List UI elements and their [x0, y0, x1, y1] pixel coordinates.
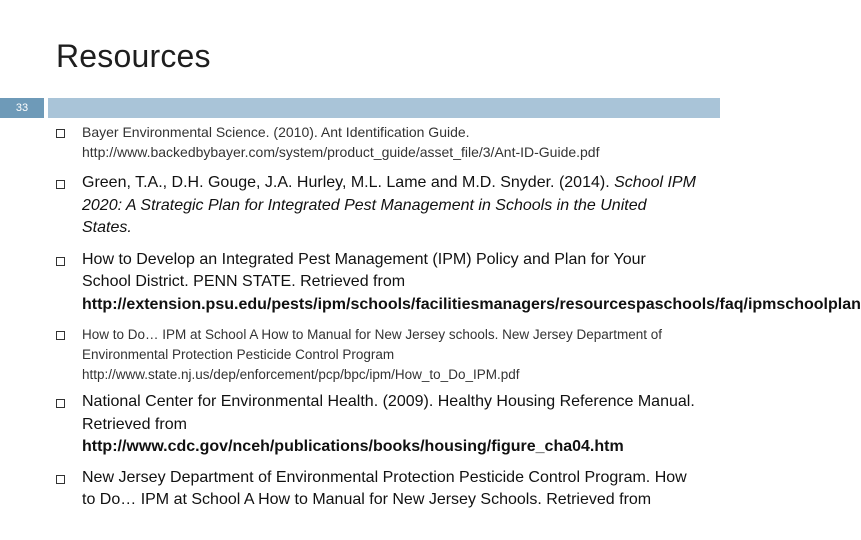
- square-bullet-icon: [56, 129, 65, 138]
- slide-number: 33: [0, 98, 44, 118]
- reference-text: Bayer Environmental Science. (2010). Ant Identification Guide. http://www.backedbybayer.com/system/product_guide/asset_file/3/Ant-ID-Guide.pdf: [82, 124, 600, 160]
- reference-item: [56, 172, 696, 240]
- reference-item: [56, 122, 696, 162]
- reference-text: New Jersey Department of Environmental Protection Pesticide Control Program. How to Do… IPM at School A How to Manual for New Jersey Schools. Retrieved from: [82, 468, 687, 508]
- reference-title: School IPM 2020: A Strategic Plan for Integrated Pest Management in Schools in the United States.: [82, 174, 696, 236]
- reference-item: [56, 391, 696, 459]
- square-bullet-icon: [56, 331, 65, 340]
- reference-text: How to Do… IPM at School A How to Manual for New Jersey schools. New Jersey Department of Environmental Protection Pesticide Control Program http://www.state.nj.us/dep/enforcement/pcp/bpc/ipm/How_to_Do_IPM.pdf: [82, 327, 662, 382]
- slide-title: Resources: [56, 38, 211, 74]
- reference-item: [56, 324, 696, 384]
- square-bullet-icon: [56, 257, 65, 266]
- reference-link[interactable]: http://extension.psu.edu/pests/ipm/schools/facilitiesmanagers/resourcespaschools/faq/ipmschoolplan: [82, 295, 861, 313]
- header-bar: [0, 98, 720, 118]
- reference-text: How to Develop an Integrated Pest Management (IPM) Policy and Plan for Your School District. PENN STATE. Retrieved from: [82, 250, 646, 290]
- reference-link[interactable]: http://www.cdc.gov/nceh/publications/books/housing/figure_cha04.htm: [82, 438, 624, 455]
- square-bullet-icon: [56, 399, 65, 408]
- reference-authors: Green, T.A., D.H. Gouge, J.A. Hurley, M.L. Lame and M.D. Snyder. (2014).: [82, 174, 610, 191]
- reference-item: [56, 249, 861, 317]
- square-bullet-icon: [56, 180, 65, 189]
- header-bar-strip: [48, 98, 720, 118]
- reference-list: [56, 122, 861, 512]
- square-bullet-icon: [56, 475, 65, 484]
- reference-text: National Center for Environmental Health. (2009). Healthy Housing Reference Manual. Retrieved from: [82, 393, 695, 433]
- reference-item: [56, 467, 696, 512]
